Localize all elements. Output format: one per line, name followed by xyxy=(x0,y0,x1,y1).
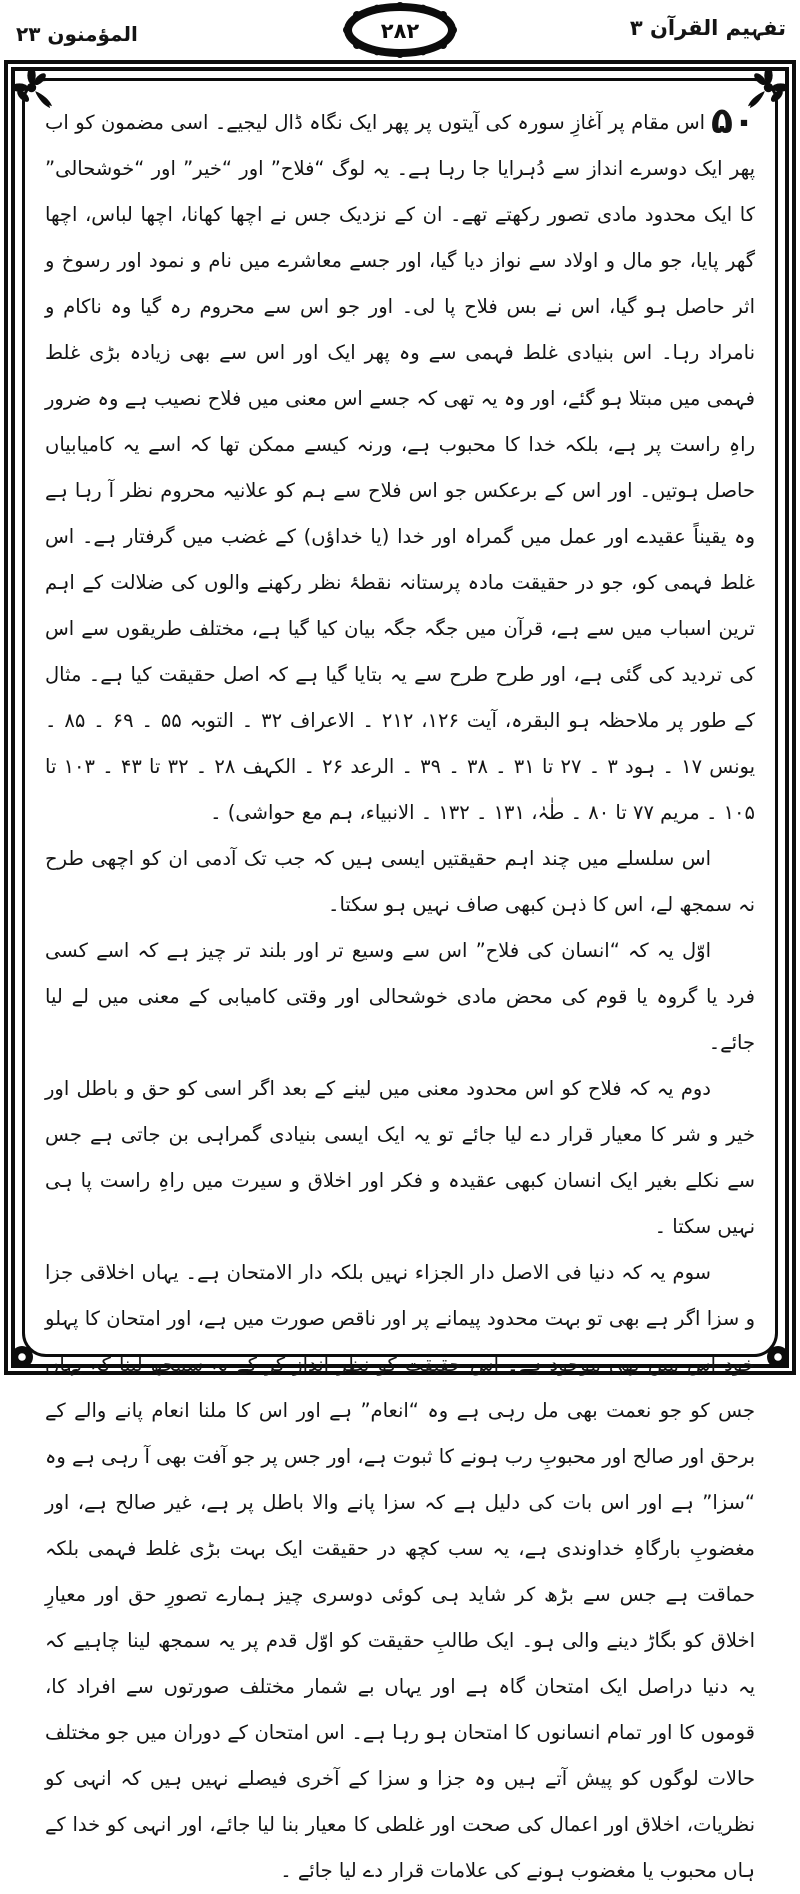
page-header xyxy=(0,0,800,58)
page-frame-inner xyxy=(22,78,778,1882)
page-number-medallion-icon xyxy=(339,1,461,59)
paragraph-1-text: اس مقام پر آغازِ سورہ کی آیتوں پر پھر ایک نگاہ ڈال لیجیے۔ اسی مضمون کو اب پھر ایک دوسرے انداز سے دُہرایا جا رہا ہے۔ یہ لوگ “فلاح” اور “خیر” اور “خوشحالی” کا ایک محدود مادی تصور رکھتے تھے۔ ان کے نزدیک جس نے اچھا کھانا، اچھا لباس، اچھا گھر پایا، جو مال و اولاد سے نواز دیا گیا، اور جسے معاشرے میں نام و نمود اور رسوخ و اثر حاصل ہو گیا، اس نے بس فلاح پا لی۔ اور جو اس سے محروم رہ گیا وہ ناکام و نامراد رہا۔ اس بنیادی غلط فہمی سے وہ پھر ایک اور اس سے بھی زیادہ بڑی غلط فہمی میں مبتلا ہو گئے، اور وہ یہ تھی کہ جسے اس معنی میں فلاح نصیب ہے وہ ضرور راہِ راست پر ہے، بلکہ خدا کا محبوب ہے، ورنہ کیسے ممکن تھا کہ اسے یہ کامیابیاں حاصل ہوتیں۔ اور اس کے برعکس جو اس فلاح سے ہم کو علانیہ محروم نظر آ رہا ہے وہ یقیناً عقیدے اور عمل میں گمراہ اور خدا (یا خداؤں) کے غضب میں گرفتار ہے۔ اس غلط فہمی کو، جو در حقیقت مادہ پرستانہ نقطۂ نظر رکھنے والوں کی ضلالت کے اہم ترین اسباب میں سے ہے، قرآن میں جگہ جگہ بیان کیا گیا ہے، مختلف طریقوں سے اس کی تردید کی گئی ہے، اور طرح طرح سے یہ بتایا گیا ہے کہ اصل حقیقت کیا ہے۔ مثال کے طور پر ملاحظہ ہو البقرہ، آیت ۱۲۶، ۲۱۲ ۔ الاعراف ۳۲ ۔ التوبہ ۵۵ ۔ ۶۹ ۔ ۸۵ ۔ یونس ۱۷ ۔ ہود ۳ ۔ ۲۷ تا ۳۱ ۔ ۳۸ ۔ ۳۹ ۔ الرعد ۲۶ ۔ الکہف ۲۸ ۔ ۳۲ تا ۴۳ ۔ ۱۰۳ تا ۱۰۵ ۔ مریم ۷۷ تا ۸۰ ۔ طٰہٰ، ۱۳۱ ۔ ۱۳۲ ۔ الانبیاء، ہم مع حواشی) ۔ xyxy=(45,111,756,824)
page-frame xyxy=(4,60,796,1882)
surah-title: المؤمنون ۲۳ xyxy=(16,22,138,46)
note-number: ۵۰ xyxy=(711,101,755,142)
commentary-text xyxy=(45,99,756,1882)
page-number: ۲۸۲ xyxy=(380,19,420,43)
paragraph-5: سوم یہ کہ دنیا فی الاصل دار الجزاء نہیں بلکہ دار الامتحان ہے۔ یہاں اخلاقی جزا و سزا اگر ہے بھی تو بہت محدود پیمانے پر اور ناقص صورت میں ہے، اور امتحان کا پہلو خود اس میں بھی موجود ہے۔ اس حقیقت کو نظر انداز کر کے یہ سمجھ لینا کہ یہاں جس کو جو نعمت بھی مل رہی ہے وہ “انعام” ہے اور اس کا ملنا انعام پانے والے کے برحق اور صالح اور محبوبِ رب ہونے کا ثبوت ہے، اور جس پر جو آفت بھی آ رہی ہے وہ “سزا” ہے اور اس بات کی دلیل ہے کہ سزا پانے والا باطل پر ہے، غیر صالح ہے، اور مغضوبِ بارگاہِ خداوندی ہے، یہ سب کچھ در حقیقت ایک بہت بڑی غلط فہمی بلکہ حماقت ہے جس سے بڑھ کر شاید ہی کوئی دوسری چیز ہمارے تصورِ حق اور معیارِ اخلاق کو بگاڑ دینے والی ہو۔ ایک طالبِ حقیقت کو اوّل قدم پر یہ سمجھ لینا چاہیے کہ یہ دنیا دراصل ایک امتحان گاہ ہے اور یہاں بے شمار مختلف صورتوں سے افراد کا، قوموں کا اور تمام انسانوں کا امتحان ہو رہا ہے۔ اس امتحان کے دوران میں جو مختلف حالات لوگوں کو پیش آتے ہیں وہ جزا و سزا کے آخری فیصلے نہیں ہیں کہ انہی کو نظریات، اخلاق اور اعمال کی صحت اور غلطی کا معیار بنا لیا جائے، اور انہی کو خدا کے ہاں محبوب یا مغضوب ہونے کی علامات قرار دے لیا جائے ۔ xyxy=(45,1261,755,1882)
rosette-corner-icon xyxy=(9,1344,35,1370)
paragraph-4: دوم یہ کہ فلاح کو اس محدود معنی میں لینے کے بعد اگر اسی کو حق و باطل اور خیر و شر کا معیار قرار دے لیا جائے تو یہ ایک ایسی بنیادی گمراہی بن جاتی ہے جس سے نکلے بغیر ایک انسان کبھی عقیدہ و فکر اور اخلاق و سیرت میں راہِ راست پا ہی نہیں سکتا ۔ xyxy=(45,1077,755,1238)
paragraph-1 xyxy=(45,99,755,836)
book-title: تفہیم القرآن ۳ xyxy=(629,16,786,40)
rosette-corner-icon xyxy=(765,1344,791,1370)
paragraph-2: اس سلسلے میں چند اہم حقیقتیں ایسی ہیں کہ جب تک آدمی ان کو اچھی طرح نہ سمجھ لے، اس کا ذہن کبھی صاف نہیں ہو سکتا۔ xyxy=(45,847,755,916)
paragraph-3: اوّل یہ کہ “انسان کی فلاح” اس سے وسیع تر اور بلند تر چیز ہے کہ اسے کسی فرد یا گروہ یا قوم کی محض مادی خوشحالی اور وقتی کامیابی کے معنی میں لے لیا جائے۔ xyxy=(45,939,755,1054)
